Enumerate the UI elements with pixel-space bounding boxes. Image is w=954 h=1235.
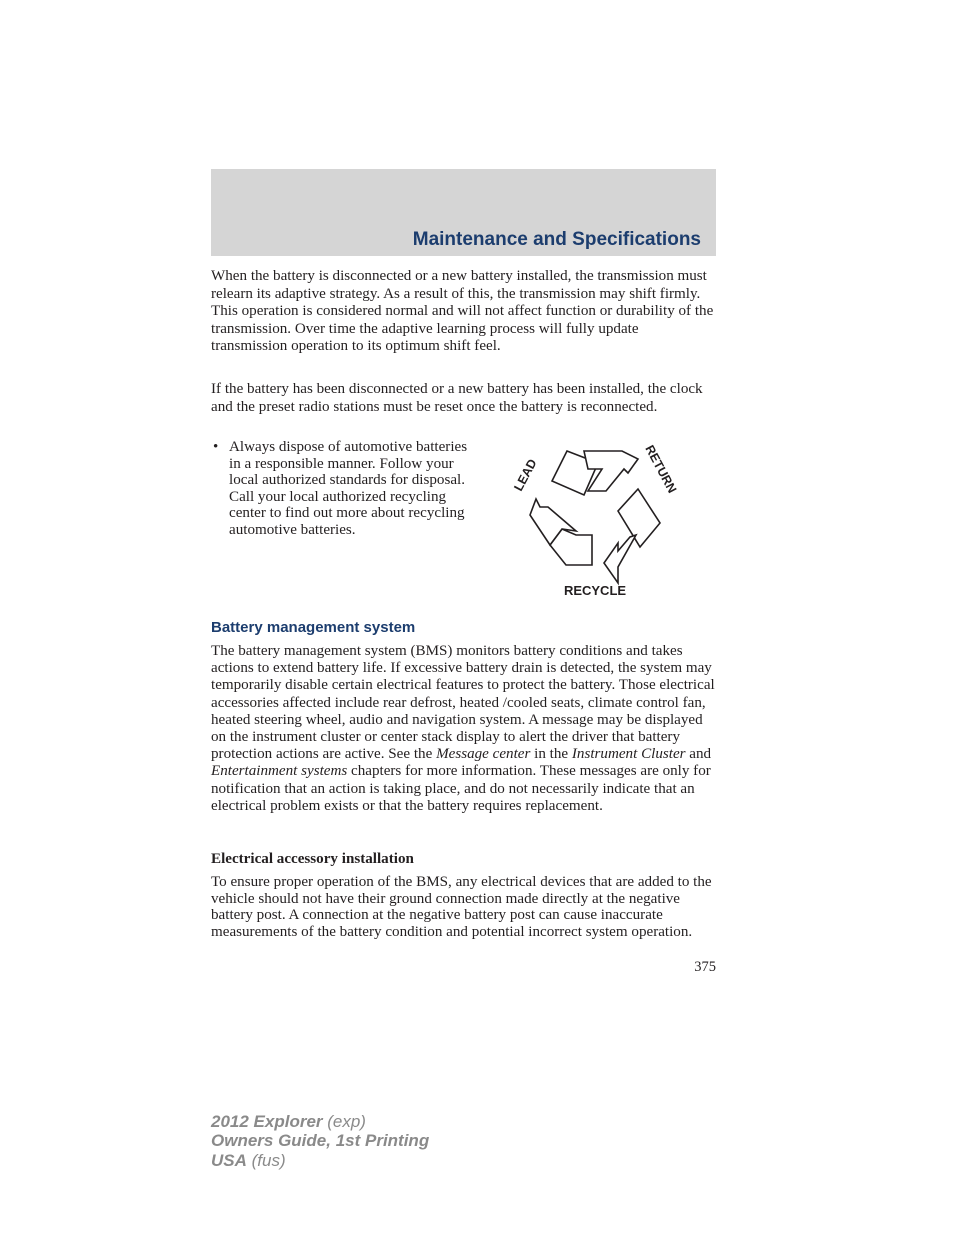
footer-market: USA [211,1150,247,1170]
page-number: 375 [694,959,716,975]
paragraph-transmission-relearn: When the battery is disconnected or a new battery installed, the transmission must relearn its adaptive strategy. As a result of this, the transmission may shift firmly. This operation is considered normal and will not affect function or durability of the transmission. Over time the adaptive learning process will fully update transmission operation to its optimum shift feel. [211,268,714,355]
section-header-band [211,169,716,256]
paragraph-bms [211,643,717,815]
recycle-label-recycle: RECYCLE [563,583,627,598]
ref-instrument-cluster: Instrument Cluster [571,746,686,763]
section-title: Maintenance and Specifications [412,229,701,250]
heading-electrical-accessory: Electrical accessory installation [211,851,414,867]
bullet-icon: • [213,439,219,455]
ref-entertainment-systems: Entertainment systems [211,763,348,780]
right-arrow-head [604,535,636,583]
right-arrow-shape [618,489,660,547]
bms-text-3: and [685,746,712,763]
paragraph-electrical-accessory: To ensure proper operation of the BMS, any electrical devices that are added to the vehicle should not have their ground connection made directly at the negative battery post. A connection at the negative battery post can cause inaccurate measurements of the battery condition and potential incorrect system operation. [211,874,712,940]
footer-line-3 [211,1151,429,1170]
bullet-text: Always dispose of automotive batteries in a responsible manner. Follow your local authorized standards for disposal. Call your local authorized recycling center to find out more about recycling automotive batteries. [229,439,468,538]
footer-market-code: (fus) [246,1150,286,1170]
recycle-arrows-icon [500,435,700,605]
bms-text-2: in the [530,746,572,763]
bms-text-1: The battery management system (BMS) monitors battery conditions and takes actions to extend battery life. If excessive battery drain is detected, the system may temporarily disable certain electrical features to protect the battery. Those electrical accessories affected include rear defrost, heated /cooled seats, climate control fan, heated steering wheel, audio and navigation system. A message may be displayed on the instrument cluster or center stack display to alert the driver that battery protection actions are active. See the [211,643,715,763]
recycle-label-return: RETURN [642,442,680,496]
footer-printing: Owners Guide, 1st Printing [211,1131,430,1151]
footer-line-2 [211,1131,429,1150]
footer-model-code: (exp) [322,1112,366,1131]
heading-battery-management-system: Battery management system [211,619,416,636]
footer-model: 2012 Explorer [211,1112,323,1131]
paragraph-clock-reset: If the battery has been disconnected or a new battery has been installed, the clock and the preset radio stations must be reset once the battery is reconnected. [211,381,703,415]
footer-edition-info [211,1112,429,1170]
footer-line-1 [211,1112,429,1131]
bms-text-4: chapters for more information. These messages are only for notification that an action is taking place, and do not necessarily indicate that an electrical problem exists or that the battery requires replacement. [211,763,711,814]
recycle-label-lead: LEAD [511,456,540,494]
ref-message-center: Message center [436,746,531,763]
